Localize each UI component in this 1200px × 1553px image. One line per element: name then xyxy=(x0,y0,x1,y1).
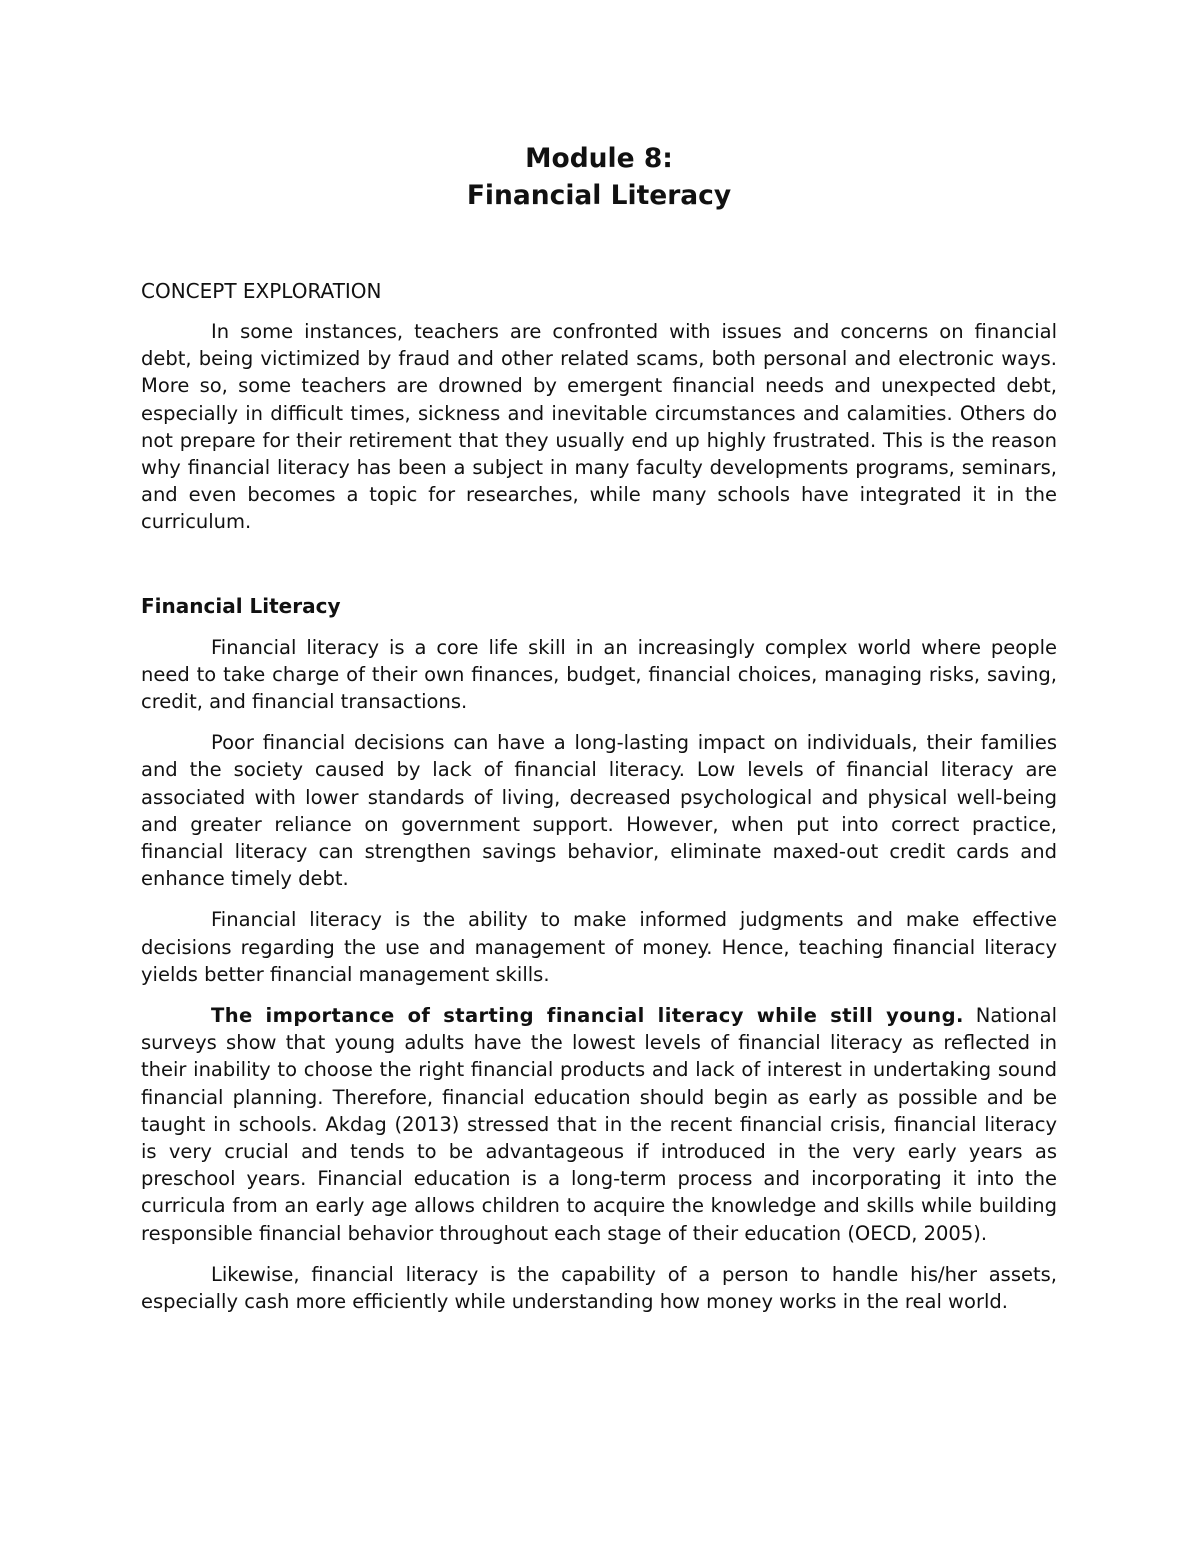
importance-lead: The importance of starting financial literacy while still young. xyxy=(211,1004,964,1028)
importance-paragraph xyxy=(141,1002,1057,1247)
importance-text: National surveys show that young adults have the lowest levels of financial literacy as reflected in their inability to choose the right financial products and lack of interest in undertaking sound financial planning. Therefore, financial education should begin as early as possible and be taught in schools. Akdag (2013) stressed that in the recent financial crisis, financial literacy is very crucial and tends to be advantageous if introduced in the very early years as preschool years. Financial education is a long-term process and incorporating it into the curricula from an early age allows children to acquire the knowledge and skills while building responsible financial behavior throughout each stage of their education (OECD, 2005). xyxy=(141,1004,1057,1245)
page-title xyxy=(141,140,1057,214)
document-page xyxy=(141,140,1057,1315)
financial-literacy-paragraph-2: Poor financial decisions can have a long-lasting impact on individuals, their families and the society caused by lack of financial literacy. Low levels of financial literacy are associated with lower standards of living, decreased psychological and physical well-being and greater reliance on government support. However, when put into correct practice, financial literacy can strengthen savings behavior, eliminate maxed-out credit cards and enhance timely debt. xyxy=(141,731,1057,891)
financial-literacy-paragraph-3: Financial literacy is the ability to make informed judgments and make effective decisions regarding the use and management of money. Hence, teaching financial literacy yields better financial management skills. xyxy=(141,908,1057,986)
concept-exploration-paragraph: In some instances, teachers are confronted with issues and concerns on financial debt, being victimized by fraud and other related scams, both personal and electronic ways. More so, some teachers are drowned by emergent financial needs and unexpected debt, especially in difficult times, sickness and inevitable circumstances and calamities. Others do not prepare for their retirement that they usually end up highly frustrated. This is the reason why financial literacy has been a subject in many faculty developments programs, seminars, and even becomes a topic for researches, while many schools have integrated it in the curriculum. xyxy=(141,320,1057,534)
financial-literacy-heading: Financial Literacy xyxy=(141,593,341,618)
title-line-2: Financial Literacy xyxy=(466,180,732,211)
financial-literacy-paragraph-1: Financial literacy is a core life skill in an increasingly complex world where people need to take charge of their own finances, budget, financial choices, managing risks, saving, credit, and financial transactions. xyxy=(141,635,1057,714)
title-line-1: Module 8: xyxy=(525,143,673,174)
closing-paragraph: Likewise, financial literacy is the capability of a person to handle his/her assets, especially cash more efficiently while understanding how money works in the real world. xyxy=(141,1262,1057,1314)
concept-exploration-heading: CONCEPT EXPLORATION xyxy=(141,279,382,303)
